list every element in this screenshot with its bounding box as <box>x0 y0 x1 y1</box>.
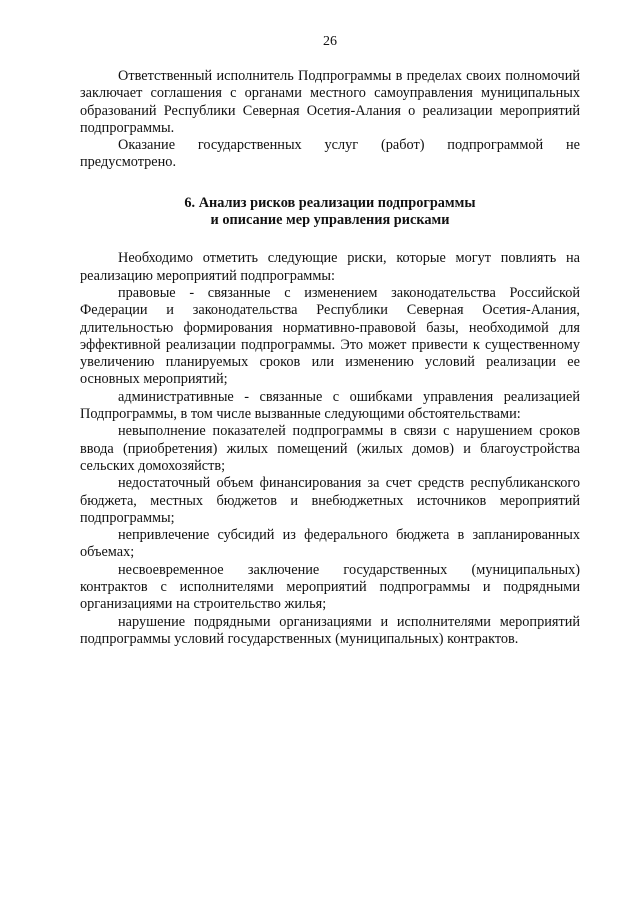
paragraph-no-federal-subsidies: непривлечение субсидий из федерального бюджета в запланированных объемах; <box>80 527 580 561</box>
paragraph-late-contracts: несвоевременное заключение государственных (муниципальных) контрактов с исполнителями мероприятий подпрограммы и подрядными организациями на строительство жилья; <box>80 561 580 613</box>
paragraph-legal-risks: правовые - связанные с изменением законодательства Российской Федерации и законодательства Республики Северная Осетия-Алания, длительностью формирования нормативно-правовой базы, необходимой для эффективной реализации подпрограммы. Это может привести к существенному увеличению планируемых сроков или изменению условий реализации ее основных мероприятий; <box>80 284 580 388</box>
paragraph-state-services: Оказание государственных услуг (работ) подпрограммой не предусмотрено. <box>80 137 580 171</box>
paragraph-insufficient-funding: недостаточный объем финансирования за счет средств республиканского бюджета, местных бюджетов и внебюджетных источников мероприятий подпрограммы; <box>80 475 580 526</box>
paragraph-indicator-failure: невыполнение показателей подпрограммы в связи с нарушением сроков ввода (приобретения) жилых помещений (жилых домов) и благоустройства сельских домохозяйств; <box>80 423 580 474</box>
spacer <box>80 229 580 250</box>
spacer <box>80 172 580 195</box>
paragraph-responsible-executor: Ответственный исполнитель Подпрограммы в пределах своих полномочий заключает соглашения с органами местного самоуправления муниципальных образований Республики Северная Осетия-Алания о реализации мероприятий подпрограммы. <box>80 68 580 136</box>
paragraph-administrative-risks: административные - связанные с ошибками управления реализацией Подпрограммы, в том числе вызванные следующими обстоятельствами: <box>80 388 580 423</box>
section-heading-line-2: и описание мер управления рисками <box>210 212 450 229</box>
document-body <box>80 68 580 648</box>
page-number: 26 <box>323 34 337 49</box>
paragraph-contract-violations: нарушение подрядными организациями и исполнителями мероприятий подпрограммы условий государственных (муниципальных) контрактов. <box>80 613 580 647</box>
paragraph-risks-intro: Необходимо отметить следующие риски, которые могут повлиять на реализацию мероприятий подпрограммы: <box>80 250 580 284</box>
section-heading-line-1: 6. Анализ рисков реализации подпрограммы <box>184 194 476 211</box>
